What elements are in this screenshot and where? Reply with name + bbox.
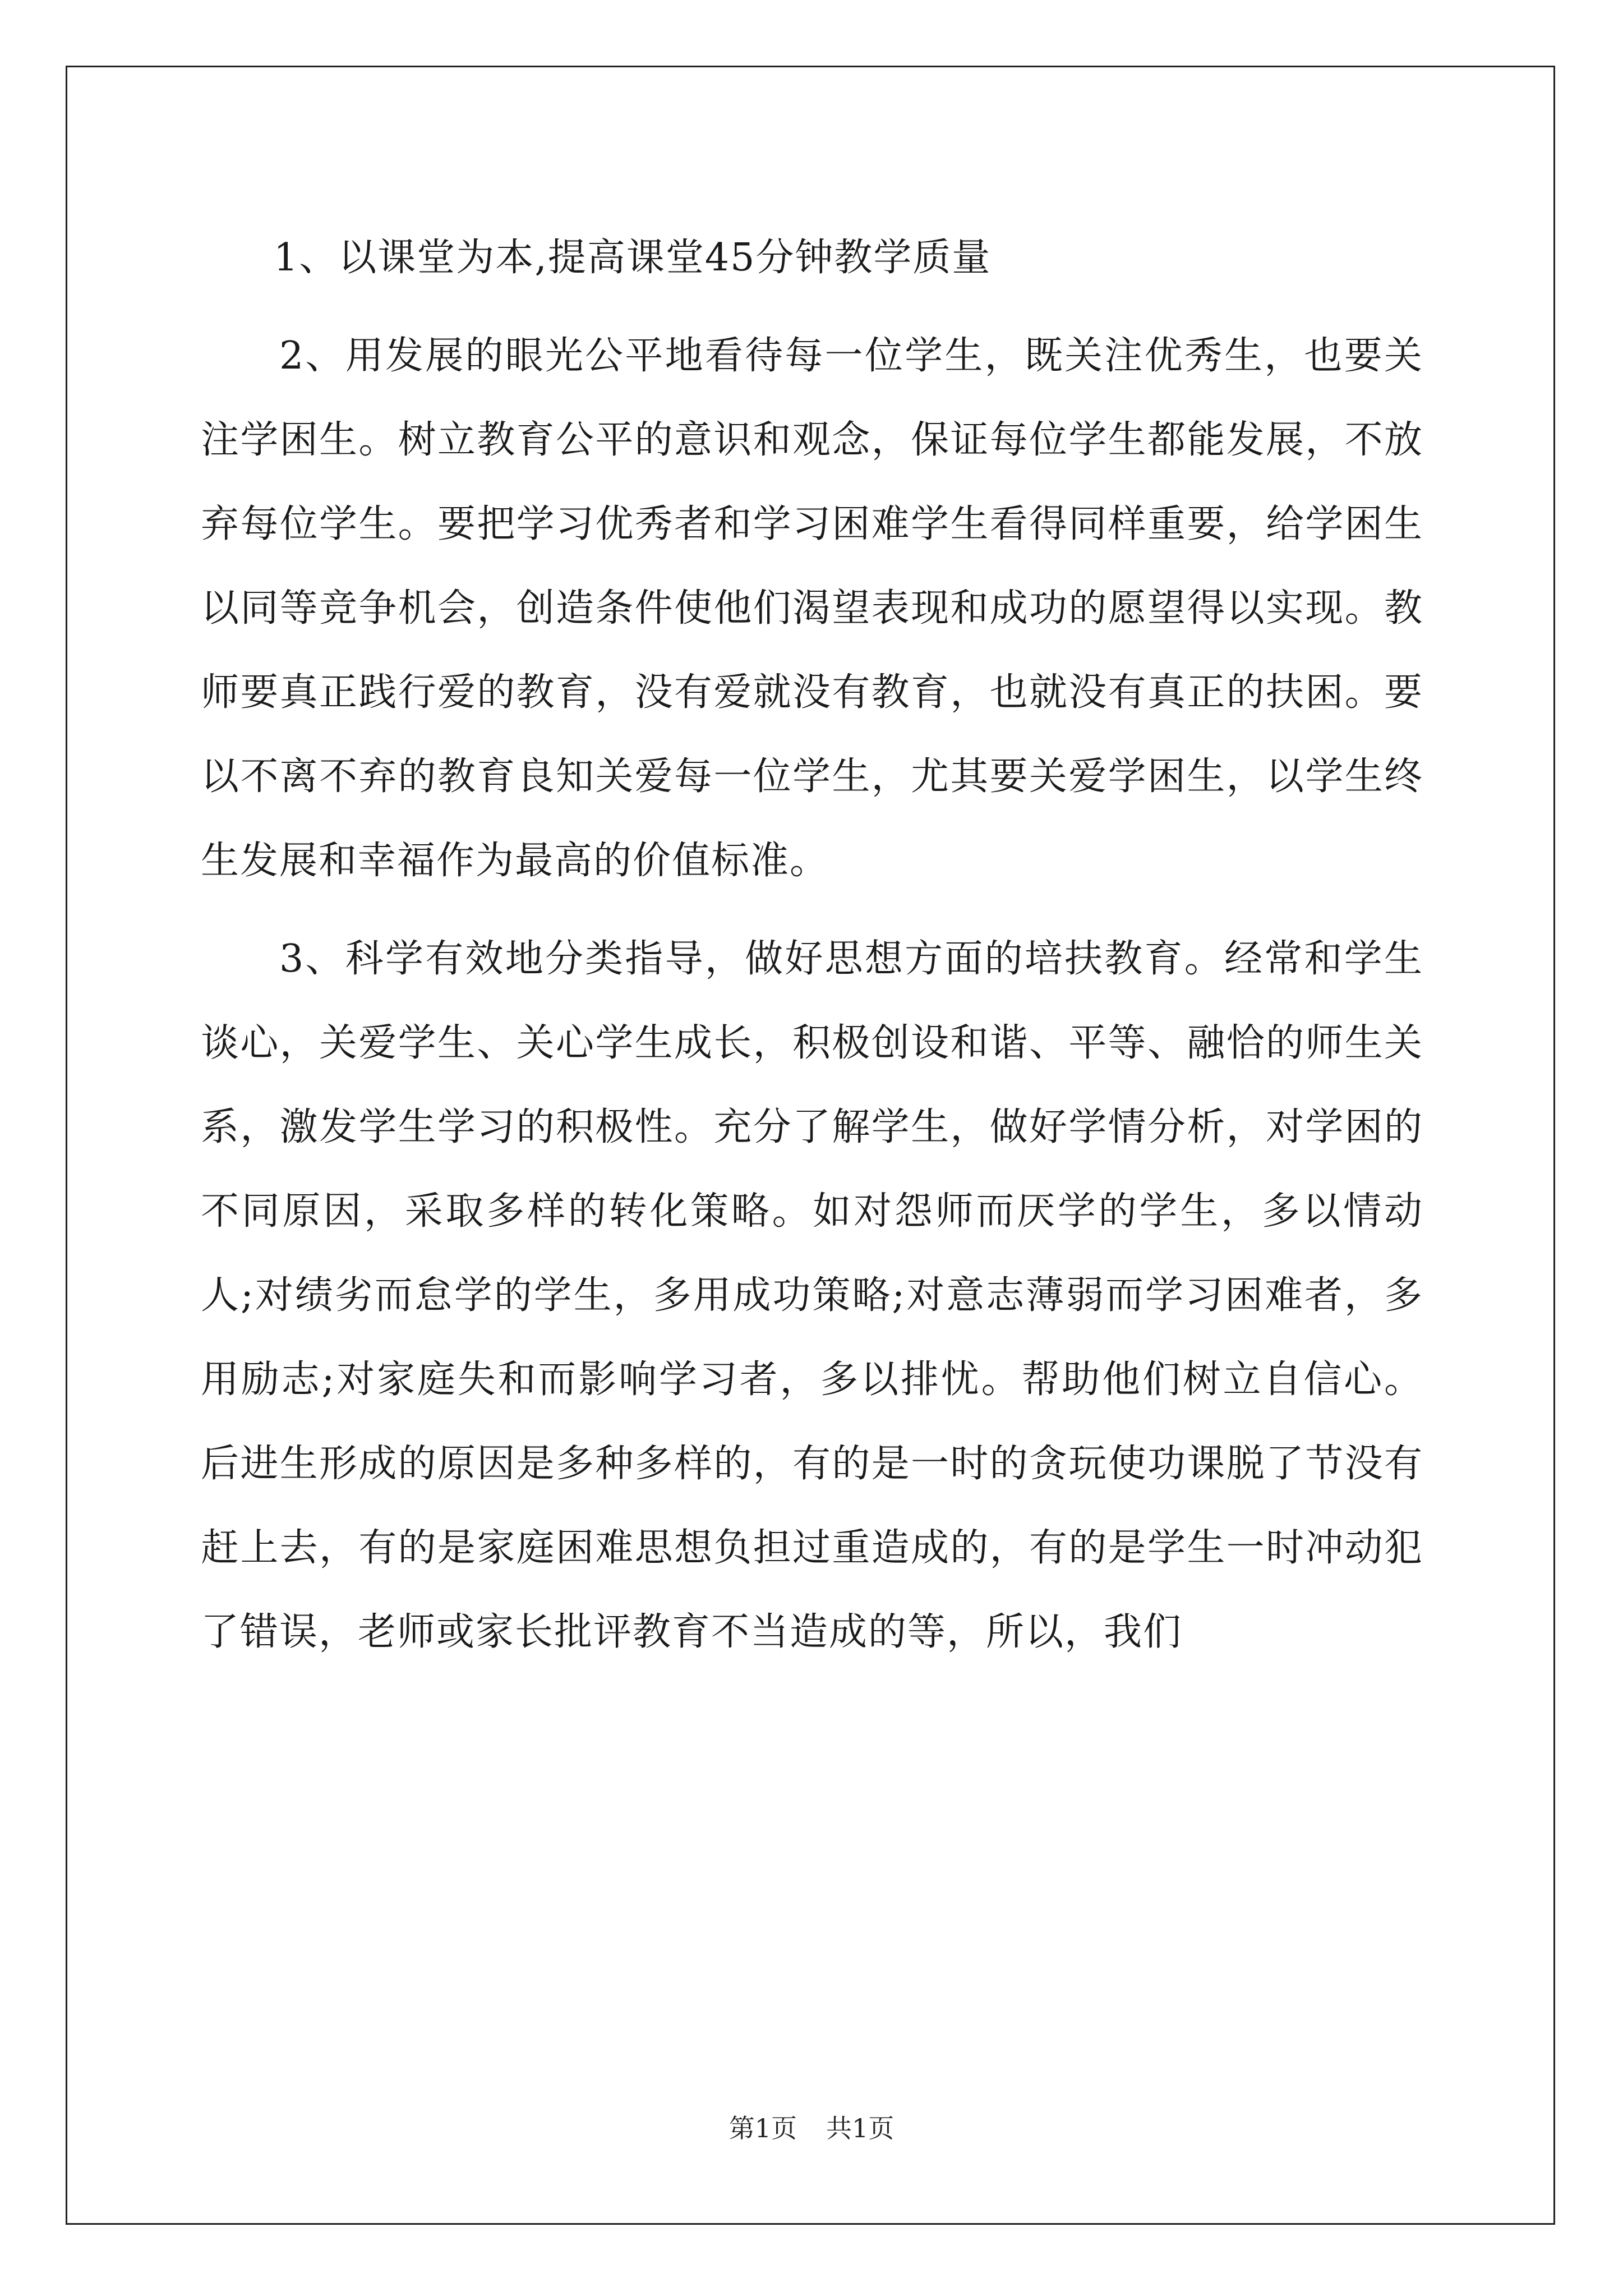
paragraph-1: 1、以课堂为本,提高课堂45分钟教学质量 (274, 236, 992, 280)
document-body (201, 216, 1423, 1674)
page-number-current: 第1页 (728, 2113, 797, 2143)
paragraph-3: 3、科学有效地分类指导，做好思想方面的培扶教育。经常和学生谈心，关爱学生、关心学生成长，积极创设和谐、平等、融恰的师生关系，激发学生学习的积极性。充分了解学生，做好学情分析，对学困的不同原因，采取多样的转化策略。如对怨师而厌学的学生，多以情动人;对绩劣而怠学的学生，多用成功策略;对意志薄弱而学习困难者，多用励志;对家庭失和而影响学习者，多以排忧。帮助他们树立自信心。后进生形成的原因是多种多样的，有的是一时的贪玩使功课脱了节没有赶上去，有的是家庭困难思想负担过重造成的，有的是学生一时冲动犯了错误，老师或家长批评教育不当造成的等，所以，我们 (201, 937, 1423, 1654)
page-number-total: 共1页 (826, 2113, 895, 2143)
paragraph-2: 2、用发展的眼光公平地看待每一位学生，既关注优秀生，也要关注学困生。树立教育公平的意识和观念，保证每位学生都能发展，不放弃每位学生。要把学习优秀者和学习困难学生看得同样重要，给学困生以同等竞争机会，创造条件使他们渴望表现和成功的愿望得以实现。教师要真正践行爱的教育，没有爱就没有教育，也就没有真正的扶困。要以不离不弃的教育良知关爱每一位学生，尤其要关爱学困生，以学生终生发展和幸福作为最高的价值标准。 (201, 334, 1423, 883)
page-footer (0, 2108, 1623, 2145)
